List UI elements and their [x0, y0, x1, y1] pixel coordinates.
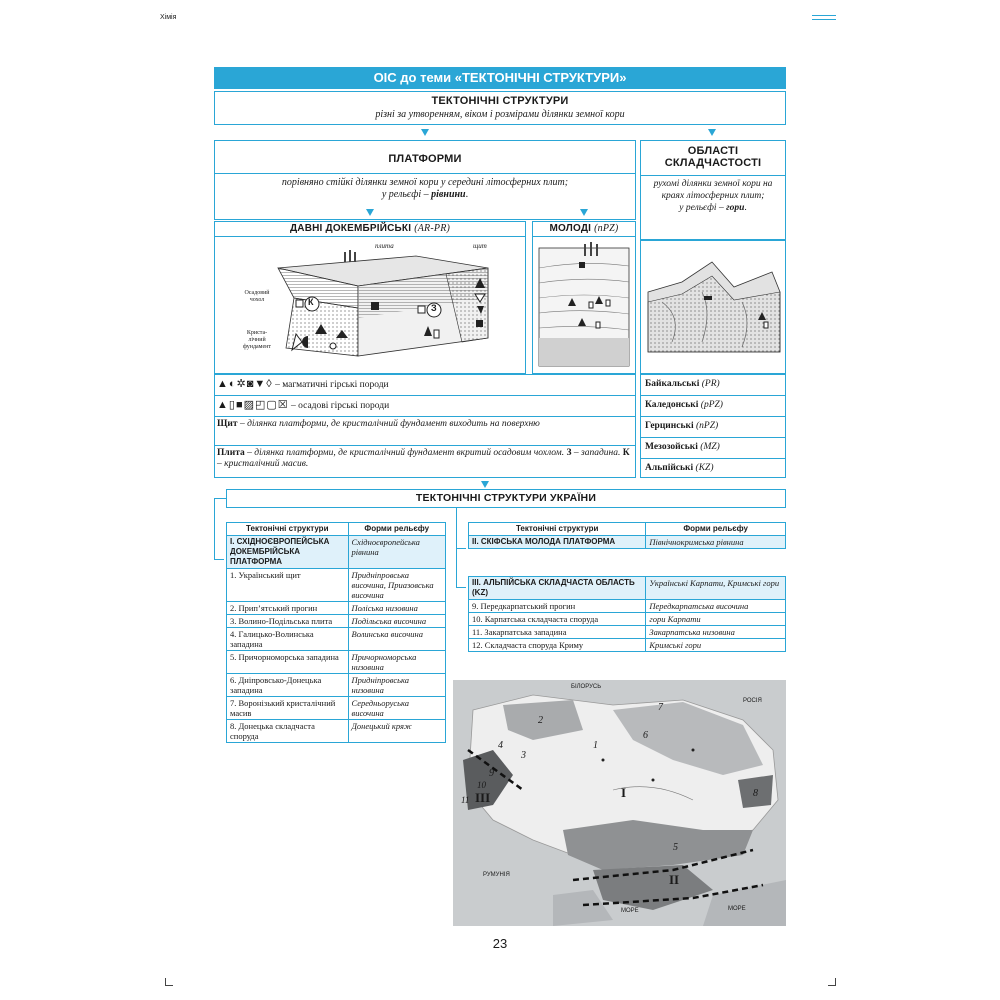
young-platforms-box	[532, 221, 636, 374]
folded-mountains-diagram	[642, 242, 784, 372]
structure-cell: 3. Волино-Подільська плита	[227, 615, 349, 628]
magmatic-symbols-icon: ▲◐✲◙▼◊	[217, 378, 273, 390]
mark-z: З	[431, 303, 437, 313]
col-header-structures: Тектонічні структури	[227, 523, 349, 536]
structure-cell: 2. Прип’ятський прогин	[227, 602, 349, 615]
relief-cell: Подільська височина	[348, 615, 446, 628]
arrow-down-icon	[421, 129, 429, 136]
relief-cell: Придніпровська низовина	[348, 674, 446, 697]
age-code: (nPZ)	[695, 421, 719, 431]
age-name: Байкальські	[645, 379, 700, 389]
relief-cell: Середньоруська височина	[348, 697, 446, 720]
map-number: 4	[498, 740, 503, 751]
tectonic-structures-box	[214, 91, 786, 125]
arrow-down-icon	[580, 209, 588, 216]
structure-cell: 11. Закарпатська западина	[469, 626, 646, 639]
arrow-down-icon	[708, 129, 716, 136]
map-label-romania: РУМУНІЯ	[483, 872, 510, 878]
corner-right-mark	[812, 15, 836, 20]
relief-cell: Кримські гори	[646, 639, 786, 652]
map-number: 1	[593, 740, 598, 751]
relief-cell: Придніпровська височина, Приазовська височина	[348, 569, 446, 602]
platforms-desc: порівняно стійкі ділянки земної кори у середині літосферних плит;	[281, 177, 569, 188]
plate-def: – ділянка платформи, де кристалічний фундамент вкритий осадовим чохлом.	[244, 448, 567, 458]
young-platform-diagram	[534, 238, 634, 373]
label-basement	[237, 330, 277, 351]
col-header-relief: Форми рельєфу	[646, 523, 786, 536]
structure-cell: 5. Причорноморська западина	[227, 651, 349, 674]
legend-shield	[217, 419, 631, 430]
ukraine-table-right-a	[468, 522, 786, 549]
folded-areas-box	[640, 140, 786, 240]
ancient-heading	[215, 222, 525, 237]
young-code: (nPZ)	[594, 223, 619, 234]
table-row	[227, 536, 446, 569]
map-number: 9	[489, 768, 494, 779]
map-number: 10	[477, 780, 486, 790]
connector-line	[214, 559, 224, 560]
map-label-russia: РОСІЯ	[743, 698, 762, 704]
relief-cell: Закарпатська низовина	[646, 626, 786, 639]
ukraine-table-left	[226, 522, 446, 743]
relief-cell: Передкарпатська височина	[646, 600, 786, 613]
relief-cell: Північнокримська рівнина	[646, 536, 786, 549]
age-name: Каледонські	[645, 400, 699, 410]
map-label-sea: МОРЕ	[728, 906, 746, 912]
label-basement-2: лічний	[248, 337, 266, 343]
k-term: К	[622, 448, 630, 458]
table-row	[469, 577, 786, 600]
age-item	[645, 421, 718, 432]
structure-cell: 7. Воронізький кристалічний масив	[227, 697, 349, 720]
platforms-box	[214, 140, 636, 220]
map-number: 3	[521, 750, 526, 761]
legend-sedimentary-text: – осадові гірські породи	[291, 401, 390, 411]
table-row	[227, 720, 446, 743]
structure-cell: ІІІ. АЛЬПІЙСЬКА СКЛАДЧАСТА ОБЛАСТЬ (KZ)	[469, 577, 646, 600]
table-row	[227, 697, 446, 720]
table-row	[227, 651, 446, 674]
k-def: – кристалічний масив.	[217, 459, 309, 469]
young-heading-text: МОЛОДІ	[549, 223, 592, 234]
folded-heading: ОБЛАСТІ СКЛАДЧАСТОСТІ	[664, 145, 762, 169]
ukraine-table-right-b	[468, 576, 786, 652]
label-basement-1: Криста-	[246, 330, 268, 336]
legend-magmatic	[217, 379, 389, 391]
legend-magmatic-text: – магматичні гірські породи	[275, 380, 389, 390]
map-roman-numeral: ІІ	[669, 872, 680, 887]
arrow-down-icon	[481, 481, 489, 488]
age-item	[645, 400, 723, 411]
relief-cell: Волинська височина	[348, 628, 446, 651]
structure-cell: 6. Дніпровсько-Донецька западина	[227, 674, 349, 697]
connector-line	[214, 498, 226, 499]
relief-cell: Українські Карпати, Кримські гори	[646, 577, 786, 600]
map-shapes	[453, 680, 786, 926]
map-number: 6	[643, 730, 648, 741]
ancient-code: (AR-PR)	[414, 223, 451, 234]
structure-cell: ІІ. СКІФСЬКА МОЛОДА ПЛАТФОРМА	[469, 536, 646, 549]
age-item	[645, 442, 720, 453]
map-label-sea: МОРЕ	[621, 908, 639, 914]
crop-mark	[165, 978, 173, 986]
label-shield: щит	[473, 242, 487, 250]
map-number: 2	[538, 715, 543, 726]
page-title: ОІС до теми «ТЕКТОНІЧНІ СТРУКТУРИ»	[214, 67, 786, 89]
crop-mark	[828, 978, 836, 986]
folded-relief	[641, 202, 785, 214]
platforms-relief	[215, 189, 635, 201]
table-row	[227, 674, 446, 697]
relief-cell: Причорноморська низовина	[348, 651, 446, 674]
young-heading	[533, 222, 635, 237]
label-plate: плита	[375, 242, 394, 250]
folded-ages-list	[640, 374, 786, 478]
label-cover: Осадовий чохол	[244, 290, 270, 303]
shield-def: – ділянка платформи, де кристалічний фундамент виходить на поверхню	[237, 419, 540, 429]
age-code: (KZ)	[695, 463, 714, 473]
age-code: (MZ)	[700, 442, 720, 452]
map-number: 8	[753, 788, 758, 799]
platforms-relief-suffix: .	[465, 189, 469, 200]
shield-term: Щит	[217, 419, 238, 429]
table-row	[227, 615, 446, 628]
ancient-platform-diagram	[216, 238, 524, 373]
structure-cell: 8. Донецька складчаста споруда	[227, 720, 349, 743]
map-number: 5	[673, 842, 678, 853]
relief-cell: Східноєвропейська рівнина	[348, 536, 446, 569]
connector-line	[456, 548, 466, 549]
plate-term: Плита	[217, 448, 245, 458]
age-name: Герцинські	[645, 421, 694, 431]
legend-box	[214, 374, 636, 478]
age-name: Мезозойські	[645, 442, 698, 452]
table-row	[469, 626, 786, 639]
arrow-down-icon	[366, 209, 374, 216]
structure-cell: І. СХІДНОЄВРОПЕЙСЬКА ДОКЕМБРІЙСЬКА ПЛАТФОРМА	[227, 536, 349, 569]
map-roman-numeral: І	[621, 785, 627, 800]
corner-left-label: Хімія	[160, 14, 177, 21]
tectonic-desc: різні за утворенням, віком і розмірами ділянки земної кори	[375, 109, 625, 120]
folded-desc: рухомі ділянки земної кори на краях літосферних плит;	[653, 179, 773, 201]
ukraine-tectonic-map	[453, 680, 786, 926]
platforms-relief-prefix: у рельєфі –	[381, 189, 432, 200]
table-row	[469, 613, 786, 626]
age-item	[645, 379, 720, 390]
table-row	[469, 639, 786, 652]
structure-cell: 9. Передкарпатський прогин	[469, 600, 646, 613]
folded-diagram-box	[640, 240, 786, 374]
map-number: 11	[461, 795, 470, 805]
platforms-heading: ПЛАТФОРМИ	[388, 153, 462, 165]
z-term: З	[566, 448, 572, 458]
age-code: (pPZ)	[700, 400, 723, 410]
connector-line	[214, 498, 215, 560]
ancient-platforms-box	[214, 221, 526, 374]
col-header-structures: Тектонічні структури	[469, 523, 646, 536]
table-row	[227, 602, 446, 615]
legend-plate	[217, 448, 631, 470]
sedimentary-symbols-icon: ▲▯■▨◰▢☒	[217, 399, 289, 411]
table-row	[469, 536, 786, 549]
structure-cell: 10. Карпатська складчаста споруда	[469, 613, 646, 626]
map-label-belarus: БІЛОРУСЬ	[571, 684, 602, 690]
relief-cell: Поліська низовина	[348, 602, 446, 615]
label-basement-3: фундамент	[243, 344, 271, 350]
relief-cell: гори Карпати	[646, 613, 786, 626]
age-name: Альпійські	[645, 463, 694, 473]
structure-cell: 12. Складчаста споруда Криму	[469, 639, 646, 652]
ukraine-heading: ТЕКТОНІЧНІ СТРУКТУРИ УКРАЇНИ	[226, 489, 786, 508]
age-code: (PR)	[701, 379, 720, 389]
folded-relief-prefix: у рельєфі –	[679, 203, 727, 213]
map-number: 7	[658, 702, 663, 713]
folded-relief-suffix: .	[744, 203, 747, 213]
table-row	[227, 569, 446, 602]
page-number: 23	[492, 936, 508, 951]
folded-relief-bold: гори	[726, 203, 745, 213]
age-item	[645, 463, 713, 474]
ancient-heading-text: ДАВНІ ДОКЕМБРІЙСЬКІ	[289, 223, 412, 234]
mark-k: К	[308, 297, 314, 307]
table-row	[227, 628, 446, 651]
relief-cell: Донецький кряж	[348, 720, 446, 743]
z-def: – западина.	[571, 448, 623, 458]
structure-cell: 4. Галицько-Волинська западина	[227, 628, 349, 651]
col-header-relief: Форми рельєфу	[348, 523, 446, 536]
map-roman-numeral: ІІІ	[475, 790, 491, 805]
structure-cell: 1. Український щит	[227, 569, 349, 602]
table-row	[469, 600, 786, 613]
tectonic-heading: ТЕКТОНІЧНІ СТРУКТУРИ	[431, 95, 569, 107]
platforms-relief-bold: рівнини	[431, 189, 466, 200]
connector-line	[456, 587, 466, 588]
legend-sedimentary	[217, 400, 389, 412]
